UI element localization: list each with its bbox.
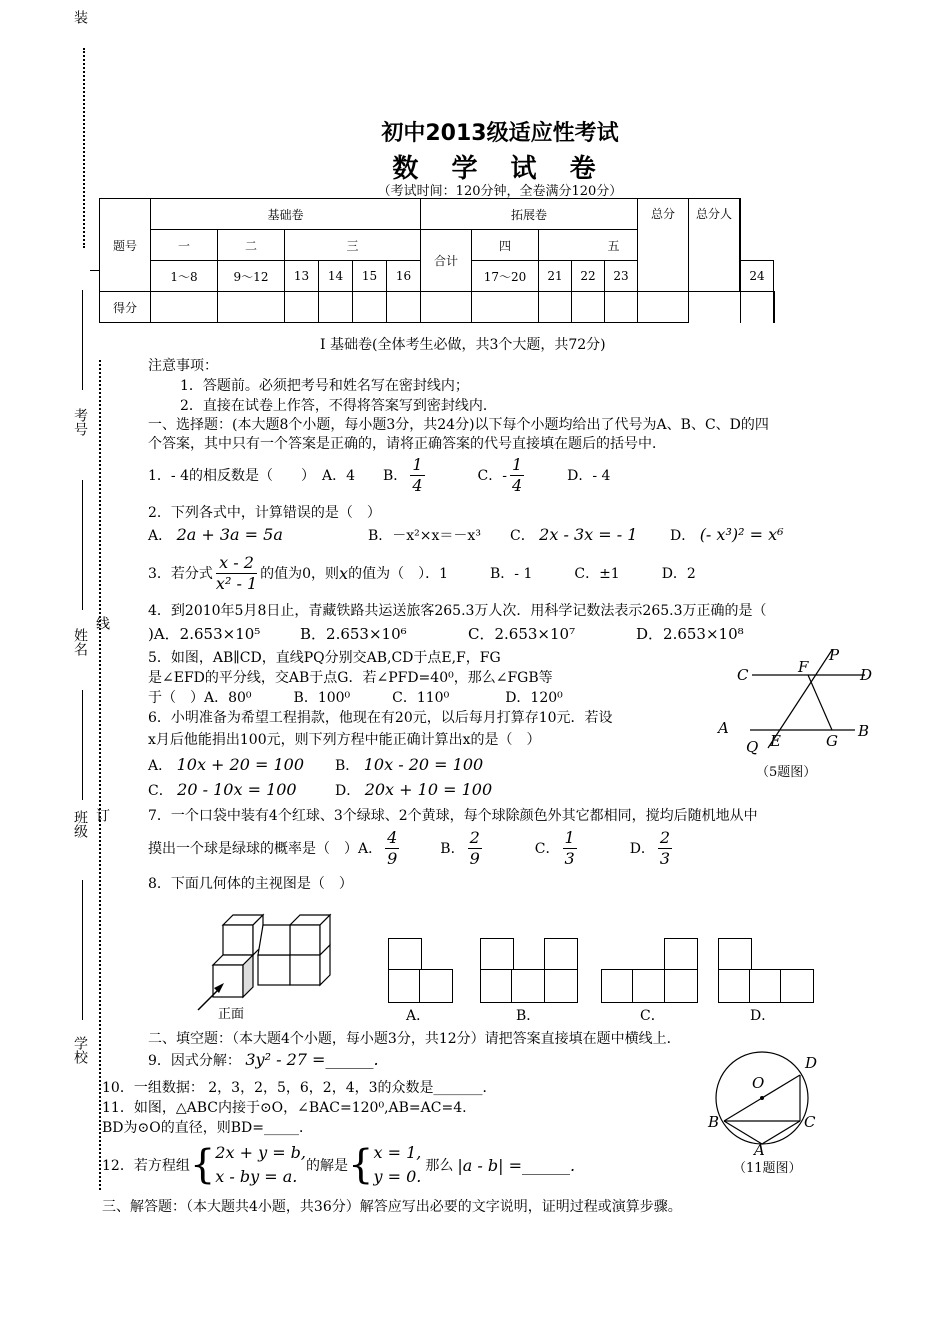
- q6-d-label: D．: [335, 783, 361, 799]
- question-9: [148, 1050, 379, 1070]
- frac-den: 9: [469, 848, 480, 868]
- frac-num: 1: [511, 454, 523, 474]
- q12-pre: 12．若方程组: [102, 1158, 190, 1174]
- question-10: 10．一组数据： 2，3，2，5，6，2，4，3的众数是_______．: [102, 1080, 497, 1096]
- q12-system: [215, 1141, 306, 1189]
- frac-num: 1: [412, 454, 423, 474]
- cell-item: 16: [387, 261, 421, 292]
- cell-item: 23: [605, 261, 638, 292]
- q4-a: )A．2.653×10⁵: [148, 625, 261, 643]
- q7-c: C．: [534, 841, 560, 857]
- question-11-line1: 11．如图，△ABC内接于⊙O，∠BAC=120⁰,AB=AC=4.: [102, 1100, 467, 1116]
- q12-s1: x = 1,: [373, 1143, 422, 1162]
- frac-den: 4: [412, 475, 423, 495]
- q2-d: [670, 525, 784, 545]
- fig5-label-p: P: [829, 646, 840, 664]
- xuexiao-blank: [82, 880, 83, 1020]
- sec1-line1: 一、选择题：(本大题8个小题，每小题3分，共24分)以下每个小题均给出了代号为A、B、C、D的四: [148, 417, 769, 433]
- q9-text: 9．因式分解：: [148, 1053, 241, 1069]
- q1-c-frac: [510, 455, 524, 496]
- score-blank[interactable]: [218, 292, 285, 323]
- score-blank[interactable]: [421, 292, 472, 323]
- q6-b-label: B．: [335, 758, 360, 774]
- cell-sec-5: 五: [539, 230, 689, 261]
- cell-sec-3: 三: [285, 230, 421, 261]
- cell-sec-4: 四: [472, 230, 539, 261]
- q1-b-frac: [410, 455, 424, 496]
- frac-den: 4: [511, 475, 523, 495]
- question-5-line1: 5．如图，AB∥CD，直线PQ分别交AB,CD于点E,F，FG: [148, 650, 501, 666]
- sec3-heading: 三、解答题：（本大题共4小题，共36分）解答应写出必要的文字说明，证明过程或演算步骤。: [102, 1199, 682, 1215]
- frac-den: 3: [659, 848, 671, 868]
- q12-eq2: x - by = a.: [215, 1167, 298, 1186]
- label-xuexiao: 学校: [72, 1036, 88, 1064]
- q1-d: D．- 4: [567, 468, 611, 484]
- question-2: 2．下列各式中，计算错误的是（ ）: [148, 505, 381, 521]
- frac-num: x - 2: [216, 553, 257, 574]
- frac-den: 3: [564, 848, 575, 868]
- cell-sec-1: 一: [151, 230, 218, 261]
- q3-var: x: [339, 563, 349, 583]
- cell-heji: 合计: [421, 230, 472, 292]
- square: [511, 969, 547, 1003]
- question-3: [148, 550, 696, 596]
- cell-item: 14: [319, 261, 353, 292]
- square: [664, 969, 698, 1003]
- question-7-line2: [148, 825, 675, 871]
- fig11-label-c: C: [804, 1113, 816, 1131]
- q7-text: 摸出一个球是绿球的概率是（ ）A．: [148, 841, 383, 857]
- question-12: [102, 1140, 575, 1190]
- q7-d-frac: [658, 828, 672, 869]
- q6-c-label: C．: [148, 783, 173, 799]
- part1-heading: Ⅰ 基础卷(全体考生必做，共3个大题，共72分): [320, 337, 606, 353]
- question-7-line1: 7．一个口袋中装有4个红球、3个绿球、2个黄球，每个球除颜色外其它都相同，搅均后随机地从中: [148, 808, 758, 824]
- cell-zongfenren: 总分人: [689, 199, 741, 292]
- fig11-label-o: O: [752, 1074, 765, 1092]
- q8-b-label: B．: [516, 1008, 541, 1024]
- score-table: [99, 198, 775, 323]
- binding-xian: 线: [94, 616, 110, 630]
- square: [780, 969, 814, 1003]
- q1-text: 1．- 4的相反数是（ ） A．4 B．: [148, 468, 408, 484]
- cell-item: 1～8: [151, 261, 218, 292]
- score-blank[interactable]: [285, 292, 319, 323]
- q2-d-expr: (- x³)² = x⁶: [699, 525, 784, 544]
- sec1-line2: 个答案，其中只有一个答案是正确的，请将正确答案的代号直接填在题后的括号中．: [148, 436, 666, 452]
- q4-c: C．2.653×10⁷: [468, 625, 576, 643]
- question-4: 4．到2010年5月8日止，青藏铁路共运送旅客265.3万人次．用科学记数法表示265.3万正确的是（: [148, 603, 767, 619]
- square: [749, 969, 783, 1003]
- score-blank[interactable]: [740, 292, 774, 323]
- brace-icon: {: [348, 1142, 374, 1188]
- q2-d-label: D．: [670, 528, 696, 544]
- q2-c-expr: 2x - 3x = - 1: [539, 525, 638, 544]
- cell-item: 13: [285, 261, 319, 292]
- question-1: [148, 452, 610, 498]
- cell-jichu: 基础卷: [151, 199, 421, 230]
- fig5-label-g: G: [826, 732, 838, 750]
- fig5-label-e: E: [770, 732, 781, 750]
- banji-blank: [82, 690, 83, 800]
- q4-d: D．2.653×10⁸: [636, 625, 744, 643]
- square: [419, 969, 453, 1003]
- seal-dotted-line-2: [99, 360, 101, 1190]
- score-blank[interactable]: [387, 292, 421, 323]
- score-blank[interactable]: [353, 292, 387, 323]
- q12-mid: 的解是: [306, 1158, 349, 1174]
- fig5-label-a: A: [718, 719, 729, 737]
- square: [718, 969, 752, 1003]
- square: [544, 938, 578, 972]
- cell-tuozhan: 拓展卷: [421, 199, 638, 230]
- q6-c-expr: 20 - 10x = 100: [177, 780, 297, 799]
- question-5-line3: 于（ ）A．80⁰ B．100⁰ C．110⁰ D．120⁰: [148, 690, 563, 706]
- q12-post: 那么: [425, 1158, 454, 1174]
- frac-den: 9: [387, 848, 398, 868]
- q8-d-label: D．: [750, 1008, 776, 1024]
- q8-front-label: 正面: [218, 1007, 245, 1022]
- square: [664, 938, 698, 972]
- label-xingming: 姓名: [72, 628, 88, 656]
- sec2-heading: 二、填空题：（本大题4个小题，每小题3分，共12分）请把答案直接填在题中横线上．: [148, 1031, 681, 1047]
- q2-c-label: C．: [510, 528, 535, 544]
- q3-post: 的值为0，则: [260, 566, 340, 582]
- q6-d: [335, 780, 492, 800]
- cell-item: 15: [353, 261, 387, 292]
- q6-a-expr: 10x + 20 = 100: [176, 755, 305, 774]
- notice-1: 1．答题前。必须把考号和姓名写在密封线内；: [180, 378, 469, 394]
- q3-post2: 的值为（ ）．1 B．- 1 C．±1 D．2: [348, 566, 696, 582]
- question-8: 8．下面几何体的主视图是（ ）: [148, 876, 353, 892]
- square: [388, 938, 422, 972]
- score-blank[interactable]: [605, 292, 638, 323]
- xingming-blank: [82, 480, 83, 610]
- q6-c: [148, 780, 297, 800]
- cell-zongfen: 总分: [638, 199, 689, 292]
- cell-sec-2: 二: [218, 230, 285, 261]
- q8-c-label: C．: [640, 1008, 665, 1024]
- exam-title: 初中2013级适应性考试: [381, 121, 619, 146]
- cell-tihao: 题号: [100, 199, 151, 292]
- cell-item: 21: [539, 261, 572, 292]
- cell-item: 17～20: [472, 261, 539, 292]
- notice-title: 注意事项：: [148, 358, 218, 374]
- q9-expr: 3y² - 27 =______.: [245, 1050, 379, 1069]
- fig5-caption: （5题图）: [756, 765, 817, 780]
- label-kaohao: 考号: [72, 408, 88, 436]
- fig5-label-q: Q: [746, 738, 759, 756]
- frac-num: 2: [659, 827, 671, 847]
- fig5-label-b: B: [858, 722, 870, 740]
- q7-c-frac: [563, 828, 577, 869]
- q2-c: [510, 525, 637, 545]
- q6-d-expr: 20x + 10 = 100: [364, 780, 493, 799]
- fig11-label-d: D: [805, 1054, 818, 1072]
- q2-b: B．－x²×x＝－x³: [368, 528, 481, 544]
- question-6-line2: x月后他能捐出100元，则下列方程中能正确计算出x的是（ ）: [148, 732, 541, 748]
- figure-11: [700, 1045, 830, 1180]
- frac-num: 4: [387, 827, 398, 847]
- cell-defen: 得分: [100, 292, 151, 323]
- score-blank[interactable]: [319, 292, 353, 323]
- cell-item: 9～12: [218, 261, 285, 292]
- square: [632, 969, 667, 1003]
- question-6-line1: 6．小明准备为希望工程捐款，他现在有20元，以后每月打算存10元．若设: [148, 710, 613, 726]
- q2-a-label: A．: [148, 528, 173, 544]
- q8-solid-figure: [188, 905, 348, 1025]
- q2-a-expr: 2a + 3a = 5a: [176, 525, 283, 544]
- fig5-label-f: F: [798, 658, 809, 676]
- score-blank[interactable]: [539, 292, 572, 323]
- q3-pre: 3．若分式: [148, 566, 213, 582]
- binding-ding: 订: [94, 808, 110, 822]
- fig5-label-d: D: [860, 666, 873, 684]
- q12-expr: |a - b| =______.: [457, 1155, 576, 1175]
- q7-b: B．: [440, 841, 465, 857]
- fig11-label-a: A: [754, 1141, 765, 1159]
- frac-den: x² - 1: [215, 573, 258, 593]
- square: [718, 938, 752, 972]
- square: [480, 938, 514, 972]
- q7-d: D．: [629, 841, 655, 857]
- brace-icon: {: [189, 1142, 216, 1188]
- q7-b-frac: [468, 828, 482, 869]
- q6-a: [148, 755, 304, 775]
- score-blank[interactable]: [151, 292, 218, 323]
- square: [544, 969, 578, 1003]
- score-blank[interactable]: [689, 292, 741, 323]
- q1-c: C．-: [477, 468, 507, 484]
- question-11-line2: BD为⊙O的直径，则BD=_____．: [102, 1120, 313, 1136]
- fig11-caption: （11题图）: [733, 1161, 802, 1176]
- figure-5: [710, 640, 880, 785]
- frac-num: 2: [469, 827, 480, 847]
- q7-a-frac: [385, 828, 399, 869]
- q4-b: B．2.653×10⁶: [300, 625, 407, 643]
- fig11-label-b: B: [708, 1113, 720, 1131]
- q12-s2: y = 0.: [373, 1167, 422, 1186]
- score-blank[interactable]: [638, 292, 689, 323]
- question-5-line2: 是∠EFD的平分线，交AB于点G．若∠PFD=40⁰，那么∠FGB等: [148, 670, 553, 686]
- q6-b: [335, 755, 483, 775]
- cell-item: 24: [740, 261, 774, 292]
- cell-item: 22: [572, 261, 605, 292]
- q6-a-label: A．: [148, 758, 173, 774]
- binding-zhuang: 装: [72, 10, 88, 24]
- score-blank[interactable]: [472, 292, 539, 323]
- kaohao-blank: [82, 290, 83, 390]
- q12-solution: [373, 1141, 421, 1189]
- label-banji: 班级: [72, 810, 88, 838]
- q3-frac: [216, 553, 257, 594]
- q6-b-expr: 10x - 20 = 100: [363, 755, 484, 774]
- q2-a: [148, 525, 283, 545]
- q8-a-label: A．: [406, 1008, 431, 1024]
- square: [601, 969, 635, 1003]
- exam-info: （考试时间：120分钟，全卷满分120分）: [377, 184, 623, 199]
- score-blank[interactable]: [572, 292, 605, 323]
- fig5-label-c: C: [737, 666, 749, 684]
- square: [480, 969, 514, 1003]
- notice-2: 2．直接在试卷上作答，不得将答案写到密封线内．: [180, 398, 497, 414]
- frac-num: 1: [564, 827, 575, 847]
- square: [388, 969, 422, 1003]
- exam-subject: 数 学 试 卷: [392, 154, 608, 184]
- q12-eq1: 2x + y = b,: [215, 1143, 307, 1162]
